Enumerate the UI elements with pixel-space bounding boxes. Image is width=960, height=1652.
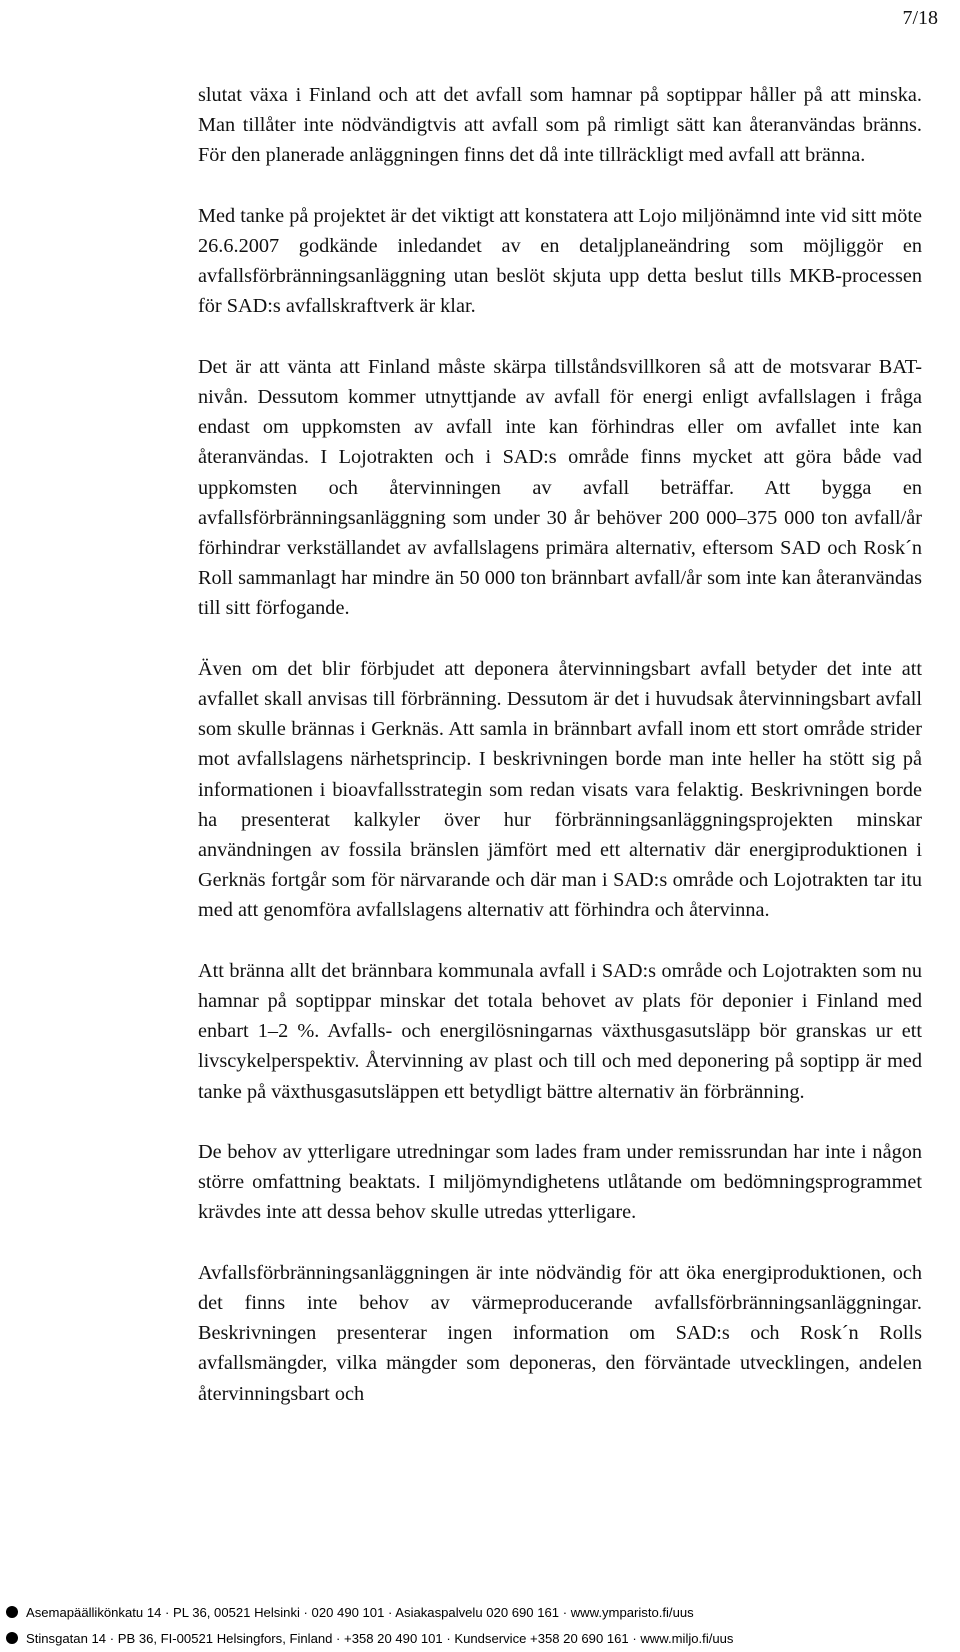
paragraph: Även om det blir förbjudet att deponera återvinningsbart avfall betyder det inte att avfallet skall anvisas till förbränning. Dessutom är det i huvudsak återvinningsbart avfall som skulle brännas i Gerknäs. Att samla in brännbart avfall inom ett stort område strider mot avfallslagens närhetsprincip. I beskrivningen borde man inte heller ha stött sig på informationen i bioavfallsstrategin som redan visats vara felaktig. Beskrivningen borde ha presenterat kalkyler över hur förbränningsanläggningsprojekten minskar användningen av fossila bränslen jämfört med ett alternativ där energiproduktionen i Gerknäs fortgår som för närvarande och där man i SAD:s område och Lojotrakten tar itu med att genomföra avfallslagens alternativ att förhindra och återvinna. bbox=[198, 657, 922, 922]
page-number: 7/18 bbox=[902, 7, 938, 29]
document-body bbox=[198, 80, 922, 1409]
bullet-icon bbox=[6, 1606, 18, 1618]
paragraph: Avfallsförbränningsanläggningen är inte nödvändig för att öka energiproduktionen, och det finns inte behov av värmeproducerande avfallsförbränningsanläggningar. Beskrivningen presenterar ingen information om SAD:s och Rosk´n Rolls avfallsmängder, vilka mängder som deponeras, den förväntade utvecklingen, andelen återvinningsbart och bbox=[198, 1261, 922, 1405]
paragraph: slutat växa i Finland och att det avfall som hamnar på soptippar håller på att minska. Man tillåter inte nödvändigtvis att avfall som på rimligt sätt kan återanvändas bränns. För den planerade anläggningen finns det då inte tillräckligt med avfall att bränna. bbox=[198, 84, 922, 167]
page-footer bbox=[0, 1600, 960, 1652]
footer-address-finnish: Asemapäällikönkatu 14 · PL 36, 00521 Helsinki · 020 490 101 · Asiakaspalvelu 020 690 161 · www.ymparisto.fi/uus bbox=[26, 1605, 694, 1620]
paragraph: Med tanke på projektet är det viktigt att konstatera att Lojo miljönämnd inte vid sitt möte 26.6.2007 godkände inledandet av en detaljplaneändring som möjliggör en avfallsförbränningsanläggning utan beslöt skjuta upp detta beslut tills MKB-processen för SAD:s avfallskraftverk är klar. bbox=[198, 204, 922, 318]
footer-address-swedish: Stinsgatan 14 · PB 36, FI-00521 Helsingfors, Finland · +358 20 490 101 · Kundservice +358 20 690 161 · www.miljo.fi/uus bbox=[26, 1631, 734, 1646]
footer-line-swedish bbox=[0, 1626, 960, 1652]
paragraph: De behov av ytterligare utredningar som lades fram under remissrundan har inte i någon större omfattning beaktats. I miljömyndighetens utlåtande om bedömningsprogrammet krävdes inte att dessa behov skulle utredas ytterligare. bbox=[198, 1141, 922, 1224]
bullet-icon bbox=[6, 1632, 18, 1644]
paragraph: Att bränna allt det brännbara kommunala avfall i SAD:s område och Lojotrakten som nu hamnar på soptippar minskar det totala behovet av plats för deponier i Finland med enbart 1–2 %. Avfalls- och energilösningarnas växthusgasutsläpp bör granskas ur ett livscykelperspektiv. Återvinning av plast och till och med deponering på soptipp är med tanke på växthusgasutsläppen ett betydligt bättre alternativ än förbränning. bbox=[198, 959, 922, 1103]
paragraph: Det är att vänta att Finland måste skärpa tillståndsvillkoren så att de motsvarar BAT-nivån. Dessutom kommer utnyttjande av avfall för energi enligt avfallslagen i fråga endast om uppkomsten av avfall inte kan förhindras eller om avfallet inte kan återanvändas. I Lojotrakten och i SAD:s område finns mycket att göra både vad uppkomsten och återvinningen av avfall beträffar. Att bygga en avfallsförbränningsanläggning som under 30 år behöver 200 000–375 000 ton avfall/år förhindrar verkställandet av avfallslagens primära alternativ, eftersom SAD och Rosk´n Roll sammanlagt har mindre än 50 000 ton brännbart avfall/år som inte kan återanvändas till sitt förfogande. bbox=[198, 355, 922, 620]
footer-line-finnish bbox=[0, 1600, 960, 1626]
